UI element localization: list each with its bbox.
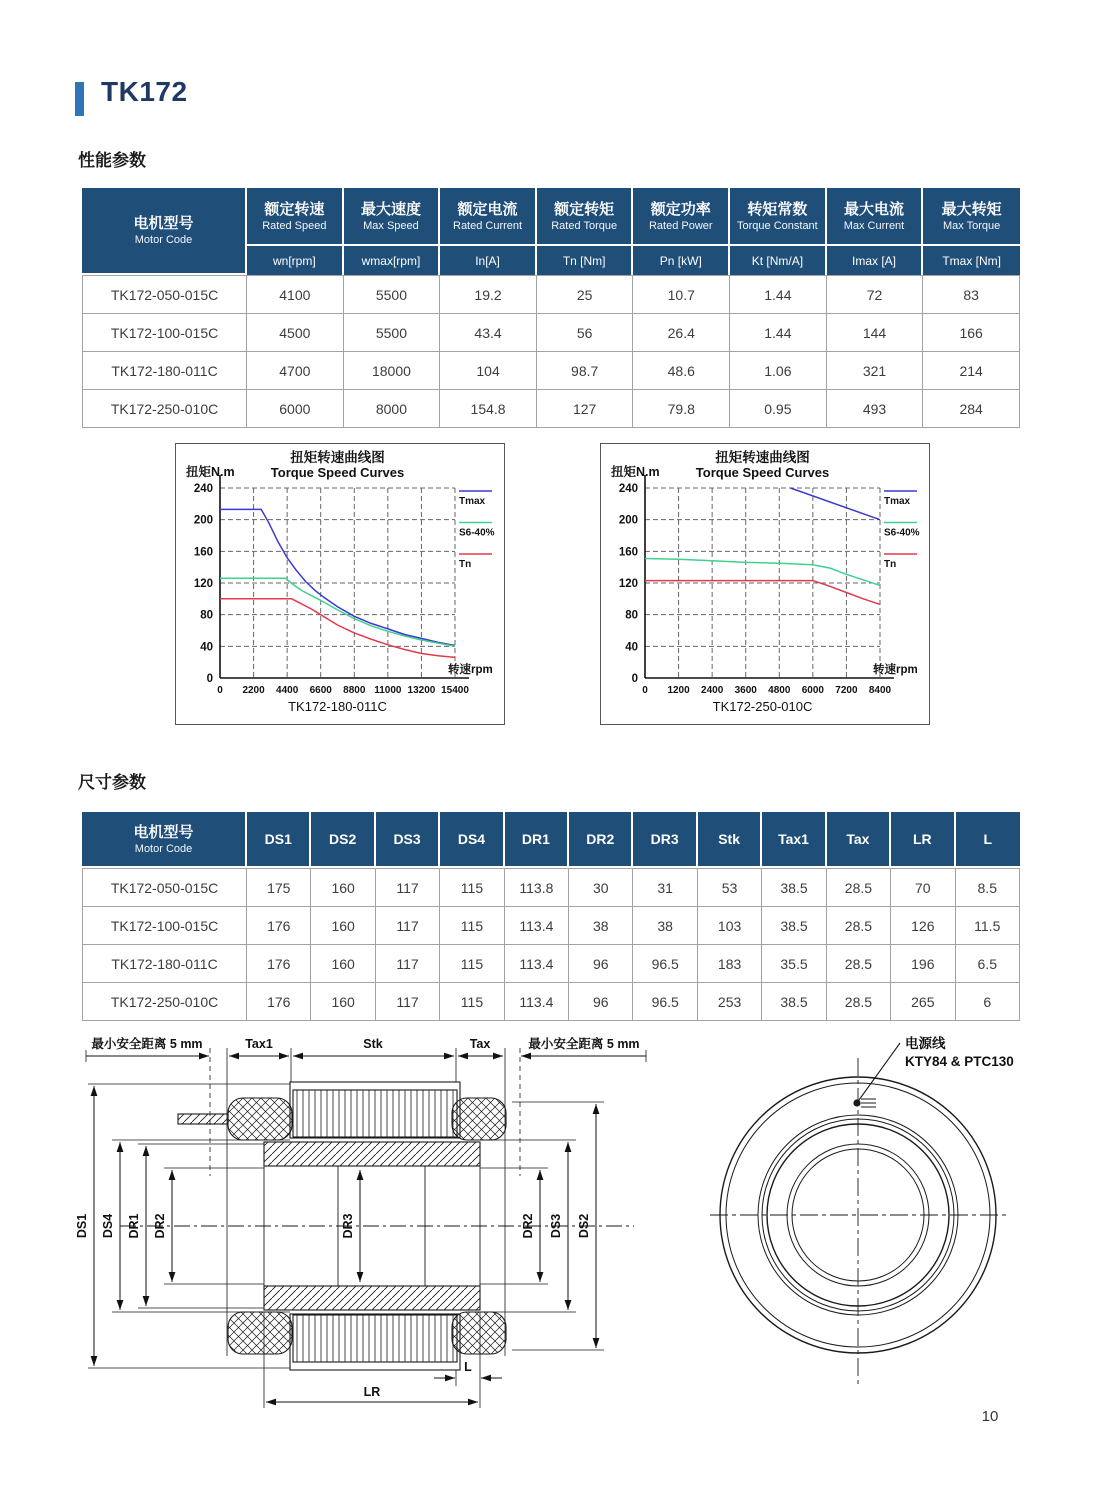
table-cell: 117 <box>376 868 440 907</box>
table-cell: 98.7 <box>537 352 634 390</box>
table-cell: TK172-050-015C <box>82 868 247 907</box>
table-row <box>82 352 1020 390</box>
table-cell: 1.44 <box>730 275 827 314</box>
table-cell: 26.4 <box>633 314 730 352</box>
header-col-zh: 额定电流 <box>457 200 518 218</box>
table-cell: 166 <box>923 314 1020 352</box>
table-cell: 117 <box>376 945 440 983</box>
table-cell: 79.8 <box>633 390 730 428</box>
table-cell: 83 <box>923 275 1020 314</box>
section-heading-performance: 性能参数 <box>78 151 146 170</box>
table-cell: 48.6 <box>633 352 730 390</box>
y-tick-label: 120 <box>618 578 638 590</box>
x-axis-label: 转速rpm <box>448 664 493 676</box>
legend-label: S6-40% <box>884 527 920 539</box>
leader-line <box>859 1043 900 1100</box>
power-lead-callout <box>853 1035 1013 1107</box>
table-cell: TK172-250-010C <box>82 390 247 428</box>
table-cell: 6 <box>956 983 1020 1021</box>
table-cell: 38 <box>569 907 633 945</box>
x-tick-label: 8800 <box>343 685 366 696</box>
label-tax1: Tax1 <box>245 1037 273 1051</box>
header-col-2 <box>440 188 537 246</box>
table-row <box>82 907 1020 945</box>
table-cell: 175 <box>247 868 311 907</box>
table-cell: 103 <box>698 907 762 945</box>
x-tick-label: 2400 <box>701 685 724 696</box>
x-tick-label: 3600 <box>734 685 757 696</box>
chart-subtitle: Torque Speed Curves <box>695 465 830 480</box>
label-dr2-left: DR2 <box>153 1213 167 1239</box>
front-view-drawing <box>700 1030 1030 1410</box>
table-cell: 117 <box>376 983 440 1021</box>
header-col-en: Max Speed <box>363 219 419 232</box>
table-row <box>82 275 1020 314</box>
performance-table <box>82 188 1020 428</box>
table-cell: 28.5 <box>827 868 891 907</box>
table-row <box>82 314 1020 352</box>
table-cell: TK172-100-015C <box>82 907 247 945</box>
table-cell: 117 <box>376 907 440 945</box>
table-cell: 28.5 <box>827 907 891 945</box>
header-col-9: Tax <box>827 812 891 868</box>
table-cell: 35.5 <box>762 945 826 983</box>
header-row-main <box>82 812 1020 868</box>
header-col-zh: 额定转矩 <box>554 200 615 218</box>
header-col-11: L <box>956 812 1020 868</box>
label-ds3: DS3 <box>549 1213 563 1239</box>
table-cell: TK172-180-011C <box>82 945 247 983</box>
page-title: TK172 <box>101 76 188 107</box>
table-row <box>82 868 1020 907</box>
header-col-2: DS3 <box>376 812 440 868</box>
table-cell: TK172-100-015C <box>82 314 247 352</box>
table-cell: 160 <box>311 868 375 907</box>
legend-label: Tn <box>459 559 472 570</box>
header-motor-code-zh: 电机型号 <box>133 215 194 232</box>
table-cell: 284 <box>923 390 1020 428</box>
table-cell: 25 <box>537 275 634 314</box>
table-cell: 70 <box>891 868 955 907</box>
x-tick-label: 4800 <box>768 685 791 696</box>
table-cell: 96.5 <box>633 983 697 1021</box>
x-tick-label: 13200 <box>407 685 436 696</box>
y-tick-label: 0 <box>631 673 638 685</box>
performance-table-wrap <box>82 188 1020 428</box>
header-col-7 <box>923 188 1020 246</box>
header-col-en: Max Current <box>843 219 905 232</box>
page-number: 10 <box>981 1408 999 1425</box>
header-motor-code <box>82 188 247 275</box>
table-cell: 96 <box>569 983 633 1021</box>
x-tick-label: 15400 <box>441 685 469 696</box>
y-tick-label: 40 <box>200 641 213 654</box>
torque-speed-chart-250 <box>600 443 930 725</box>
y-tick-label: 200 <box>193 514 213 527</box>
table-cell: 115 <box>440 868 504 907</box>
header-col-en: Torque Constant <box>737 219 818 232</box>
table-cell: 31 <box>633 868 697 907</box>
rotor-ring-top <box>264 1142 480 1166</box>
legend-label: Tmax <box>459 496 486 507</box>
y-tick-label: 120 <box>193 578 213 590</box>
label-sensor: KTY84 & PTC130 <box>905 1054 1014 1069</box>
header-col-zh: 最大电流 <box>843 200 904 218</box>
label-ds2: DS2 <box>577 1213 591 1239</box>
header-col-zh: 最大速度 <box>360 200 421 218</box>
header-col-zh: 最大转矩 <box>941 200 1002 218</box>
table-cell: TK172-050-015C <box>82 275 247 314</box>
header-unit-5: Kt [Nm/A] <box>730 246 827 275</box>
chart-subtitle: Torque Speed Curves <box>270 465 405 480</box>
front-view-circles <box>710 1058 1006 1388</box>
legend-label: Tn <box>884 559 897 570</box>
table-cell: 18000 <box>344 352 441 390</box>
header-unit-6: Imax [A] <box>827 246 924 275</box>
table-cell: 115 <box>440 907 504 945</box>
header-col-zh: 额定转速 <box>264 200 325 218</box>
header-col-8: Tax1 <box>762 812 826 868</box>
table-row <box>82 945 1020 983</box>
y-axis-label: 扭矩N.m <box>186 465 235 479</box>
header-unit-7: Tmax [Nm] <box>923 246 1020 275</box>
label-ds4: DS4 <box>101 1213 115 1239</box>
label-safety-right: 最小安全距离 5 mm <box>528 1037 640 1051</box>
legend-label: Tmax <box>884 496 911 507</box>
table-cell: 113.4 <box>505 907 569 945</box>
cable-stub <box>178 1114 228 1124</box>
table-cell: 28.5 <box>827 983 891 1021</box>
header-unit-4: Pn [kW] <box>633 246 730 275</box>
table-cell: 196 <box>891 945 955 983</box>
torque-speed-chart-180 <box>175 443 505 725</box>
chart-caption: TK172-250-010C <box>712 699 813 714</box>
table-cell: 176 <box>247 907 311 945</box>
y-axis-label: 扭矩N.m <box>611 465 660 479</box>
header-motor-code-en: Motor Code <box>134 234 193 246</box>
table-cell: 1.06 <box>730 352 827 390</box>
dimension-table-wrap <box>82 812 1020 1021</box>
label-power-line: 电源线 <box>905 1036 946 1051</box>
performance-table-header <box>82 188 1020 275</box>
table-cell: 6.5 <box>956 945 1020 983</box>
title-accent-bar <box>75 82 84 116</box>
x-tick-label: 6000 <box>801 685 824 696</box>
legend-label: S6-40% <box>459 527 495 539</box>
y-tick-label: 80 <box>625 609 638 622</box>
table-cell: 160 <box>311 907 375 945</box>
label-dr3: DR3 <box>341 1213 355 1239</box>
table-row <box>82 983 1020 1021</box>
table-cell: 5500 <box>344 275 441 314</box>
table-cell: 4700 <box>247 352 344 390</box>
x-tick-label: 8400 <box>868 685 892 696</box>
header-col-0 <box>247 188 344 246</box>
dimension-table <box>82 812 1020 1021</box>
chart-title: 扭矩转速曲线图 <box>290 450 385 465</box>
table-cell: 113.4 <box>505 983 569 1021</box>
table-cell: 115 <box>440 945 504 983</box>
header-col-en: Rated Power <box>648 219 713 232</box>
table-cell: 53 <box>698 868 762 907</box>
lead-connector-icon <box>853 1099 860 1106</box>
dimension-table-header <box>82 812 1020 868</box>
x-axis-label: 转速rpm <box>873 664 918 676</box>
header-col-10: LR <box>891 812 955 868</box>
table-cell: 38.5 <box>762 983 826 1021</box>
cross-section-drawing <box>72 1026 662 1442</box>
table-cell: 183 <box>698 945 762 983</box>
table-cell: 160 <box>311 945 375 983</box>
header-col-1 <box>344 188 441 246</box>
chart-title: 扭矩转速曲线图 <box>715 450 810 465</box>
chart-caption: TK172-180-011C <box>288 699 387 714</box>
table-cell: 265 <box>891 983 955 1021</box>
table-cell: 10.7 <box>633 275 730 314</box>
header-col-3: DS4 <box>440 812 504 868</box>
table-cell: 28.5 <box>827 945 891 983</box>
table-cell: 8000 <box>344 390 441 428</box>
header-unit-3: Tn [Nm] <box>537 246 634 275</box>
header-col-en: Rated Current <box>453 219 523 232</box>
header-col-en: Rated Speed <box>262 219 327 232</box>
label-stk: Stk <box>363 1037 383 1051</box>
table-cell: 144 <box>827 314 924 352</box>
header-col-4 <box>633 188 730 246</box>
header-motor-code <box>82 812 247 868</box>
table-cell: 253 <box>698 983 762 1021</box>
header-col-5: DR2 <box>569 812 633 868</box>
table-cell: 0.95 <box>730 390 827 428</box>
table-row <box>82 390 1020 428</box>
header-col-zh: 转矩常数 <box>747 200 808 218</box>
header-col-6: DR3 <box>633 812 697 868</box>
header-col-0: DS1 <box>247 812 311 868</box>
y-tick-label: 160 <box>618 546 638 559</box>
dimension-table-body <box>82 868 1020 1021</box>
header-col-zh: 额定功率 <box>650 200 711 218</box>
table-cell: 113.8 <box>505 868 569 907</box>
x-tick-label: 1200 <box>667 685 690 696</box>
table-cell: 115 <box>440 983 504 1021</box>
x-tick-label: 0 <box>642 685 648 696</box>
y-tick-label: 200 <box>618 514 638 527</box>
label-lr: LR <box>363 1385 381 1399</box>
header-col-7: Stk <box>698 812 762 868</box>
stator-stack-top-hatch <box>293 1090 457 1137</box>
table-cell: 11.5 <box>956 907 1020 945</box>
end-winding-top-right <box>452 1098 506 1140</box>
y-tick-label: 160 <box>193 546 213 559</box>
label-dr1: DR1 <box>127 1213 141 1239</box>
x-tick-label: 7200 <box>835 685 858 696</box>
section-heading-dimensions: 尺寸参数 <box>78 773 146 792</box>
table-cell: 160 <box>311 983 375 1021</box>
header-col-1: DS2 <box>311 812 375 868</box>
y-tick-label: 0 <box>206 673 213 685</box>
header-unit-2: In[A] <box>440 246 537 275</box>
table-cell: 1.44 <box>730 314 827 352</box>
header-col-6 <box>827 188 924 246</box>
y-tick-label: 240 <box>618 483 638 495</box>
header-row-main <box>82 188 1020 246</box>
table-cell: 321 <box>827 352 924 390</box>
table-cell: 4100 <box>247 275 344 314</box>
table-cell: 38.5 <box>762 868 826 907</box>
table-cell: 104 <box>440 352 537 390</box>
table-cell: 96 <box>569 945 633 983</box>
table-cell: TK172-250-010C <box>82 983 247 1021</box>
x-tick-label: 2200 <box>242 685 265 696</box>
table-cell: 176 <box>247 983 311 1021</box>
header-motor-code-en: Motor Code <box>134 842 193 855</box>
table-cell: 6000 <box>247 390 344 428</box>
y-tick-label: 40 <box>625 641 638 654</box>
table-cell: 5500 <box>344 314 441 352</box>
end-winding-bottom-right <box>452 1312 506 1354</box>
label-ds1: DS1 <box>75 1213 89 1239</box>
header-motor-code-zh: 电机型号 <box>133 823 194 841</box>
table-cell: 38 <box>633 907 697 945</box>
header-unit-1: wmax[rpm] <box>344 246 441 275</box>
table-cell: 126 <box>891 907 955 945</box>
y-tick-label: 240 <box>193 483 213 495</box>
table-cell: 8.5 <box>956 868 1020 907</box>
header-col-3 <box>537 188 634 246</box>
label-dr2-right: DR2 <box>521 1213 535 1239</box>
header-col-en: Max Torque <box>943 219 1001 232</box>
rotor-ring-bottom <box>264 1286 480 1310</box>
header-unit-0: wn[rpm] <box>247 246 344 275</box>
label-l: L <box>464 1360 472 1374</box>
table-cell: 96.5 <box>633 945 697 983</box>
header-col-5 <box>730 188 827 246</box>
header-col-en: Rated Torque <box>551 219 618 232</box>
table-cell: 72 <box>827 275 924 314</box>
end-winding-bottom-left <box>228 1312 292 1354</box>
performance-table-body <box>82 275 1020 428</box>
x-tick-label: 6600 <box>309 685 332 696</box>
stator-stack-bottom-hatch <box>293 1315 457 1362</box>
table-cell: 56 <box>537 314 634 352</box>
end-winding-top-left <box>228 1098 292 1140</box>
table-cell: 214 <box>923 352 1020 390</box>
table-cell: 30 <box>569 868 633 907</box>
x-tick-label: 4400 <box>276 685 299 696</box>
x-tick-label: 0 <box>217 685 223 696</box>
table-cell: 19.2 <box>440 275 537 314</box>
table-cell: 154.8 <box>440 390 537 428</box>
y-tick-label: 80 <box>200 609 213 622</box>
table-cell: 127 <box>537 390 634 428</box>
table-cell: 38.5 <box>762 907 826 945</box>
table-cell: 4500 <box>247 314 344 352</box>
table-cell: 176 <box>247 945 311 983</box>
table-cell: 493 <box>827 390 924 428</box>
table-cell: 113.4 <box>505 945 569 983</box>
table-cell: TK172-180-011C <box>82 352 247 390</box>
x-tick-label: 11000 <box>374 685 402 696</box>
table-cell: 43.4 <box>440 314 537 352</box>
label-safety-left: 最小安全距离 5 mm <box>91 1037 203 1051</box>
header-col-4: DR1 <box>505 812 569 868</box>
label-tax: Tax <box>469 1037 491 1051</box>
